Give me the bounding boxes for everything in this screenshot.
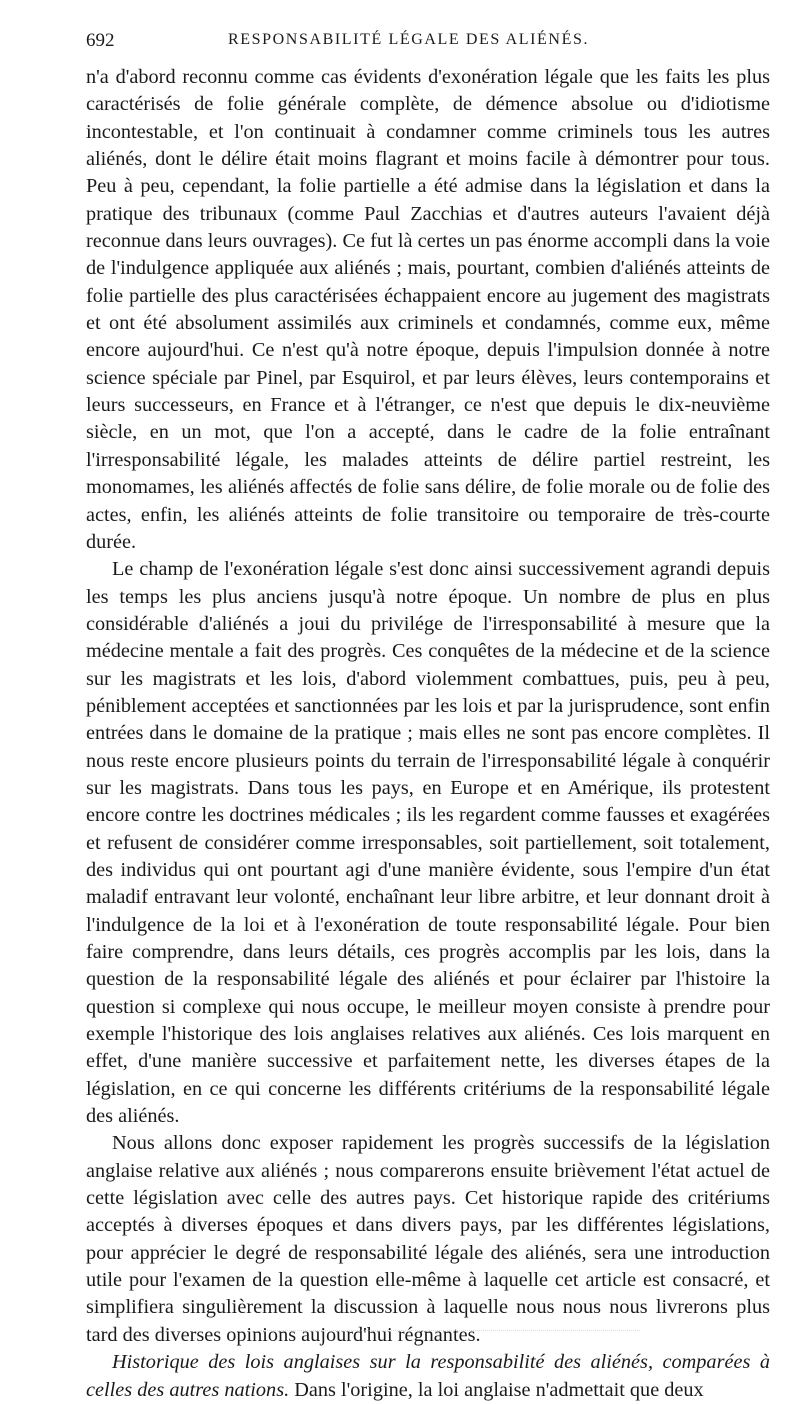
running-title: RESPONSABILITÉ LÉGALE DES ALIÉNÉS. [228, 31, 590, 48]
section-heading: Historique des lois anglaises sur la responsabilité des aliénés, comparées à celles des autres nations. [86, 1351, 770, 1401]
paragraph: Nous allons donc exposer rapidement les progrès successifs de la législation anglaise relative aux aliénés ; nous comparerons ensuite brièvement l'état actuel de cette législation avec celle des autres pays. Cet historique rapide des critériums acceptés à diverses époques et dans divers pays, par les différentes législations, pour apprécier le degré de responsabilité légale des aliénés, sera une introduction utile pour l'examen de la question elle-même à laquelle cet article est consacré, et simplifiera singulièrement la discussion à laquelle nous nous nous livrerons plus tard des diverses opinions aujourd'hui régnantes. [86, 1132, 770, 1346]
paragraph-continuation: Dans l'origine, la loi anglaise n'admettait que deux [294, 1378, 704, 1401]
page-number: 692 [86, 30, 115, 51]
body-text [86, 64, 770, 1404]
section-paragraph [86, 1349, 770, 1404]
page-edge-marks [260, 1330, 640, 1337]
paragraph: n'a d'abord reconnu comme cas évidents d'exonération légale que les faits les plus caractérisés de folie générale complète, de démence absolue ou d'idiotisme incontestable, et l'on continuait à condamner comme criminels tous les autres aliénés, dont le délire était moins flagrant et moins facile à démontrer pour tous. Peu à peu, cependant, la folie partielle a été admise dans la législation et dans la pratique des tribunaux (comme Paul Zacchias et d'autres auteurs l'avaient déjà reconnue dans leurs ouvrages). Ce fut là certes un pas énorme accompli dans la voie de l'indulgence appliquée aux aliénés ; mais, pourtant, combien d'aliénés atteints de folie partielle des plus caractérisées échappaient encore au jugement des magistrats et ont été absolument assimilés aux criminels et condamnés, comme eux, même encore aujourd'hui. Ce n'est qu'à notre époque, depuis l'impulsion donnée à notre science spéciale par Pinel, par Esquirol, et par leurs élèves, leurs contemporains et leurs successeurs, en France et à l'étranger, ce n'est que depuis le dix-neuvième siècle, en un mot, que l'on a accepté, dans le cadre de la folie entraînant l'irresponsabilité légale, les malades atteints de délire partiel restreint, les monomames, les aliénés affectés de folie sans délire, de folie morale ou de folie des actes, enfin, les aliénés atteints de folie transitoire ou temporaire de très-courte durée. [86, 66, 770, 553]
book-page [86, 30, 770, 1404]
paragraph: Le champ de l'exonération légale s'est donc ainsi successivement agrandi depuis les temps les plus anciens jusqu'à notre époque. Un nombre de plus en plus considérable d'aliénés a joui du privilége de l'irresponsabilité à mesure que la médecine mentale a fait des progrès. Ces conquêtes de la médecine et de la science sur les magistrats et les lois, d'abord violemment combattues, puis, peu à peu, péniblement acceptées et sanctionnées par les lois et par la jurisprudence, sont enfin entrées dans le domaine de la pratique ; mais elles ne sont pas encore complètes. Il nous reste encore plusieurs points du terrain de l'irresponsabilité légale à conquérir sur les magistrats. Dans tous les pays, en Europe et en Amérique, ils protestent encore contre les doctrines médicales ; ils les regardent comme fausses et exagérées et refusent de considérer comme irresponsables, soit partiellement, soit totalement, des individus qui ont pourtant agi d'une manière évidente, sous l'empire d'un état maladif entravant leur volonté, enchaînant leur libre arbitre, et leur donnant droit à l'indulgence de la loi et à l'exonération de toute responsabilité légale. Pour bien faire comprendre, dans leurs détails, ces progrès accomplis par les lois, dans la question de la responsabilité légale des aliénés et pour éclairer par l'histoire la question si complexe qui nous occupe, le meilleur moyen consiste à prendre pour exemple l'historique des lois anglaises relatives aux aliénés. Ces lois marquent en effet, d'une manière successive et parfaitement nette, les diverses étapes de la législation, en ce qui concerne les différents critériums de la responsabilité légale des aliénés. [86, 558, 770, 1128]
running-head [86, 30, 770, 58]
